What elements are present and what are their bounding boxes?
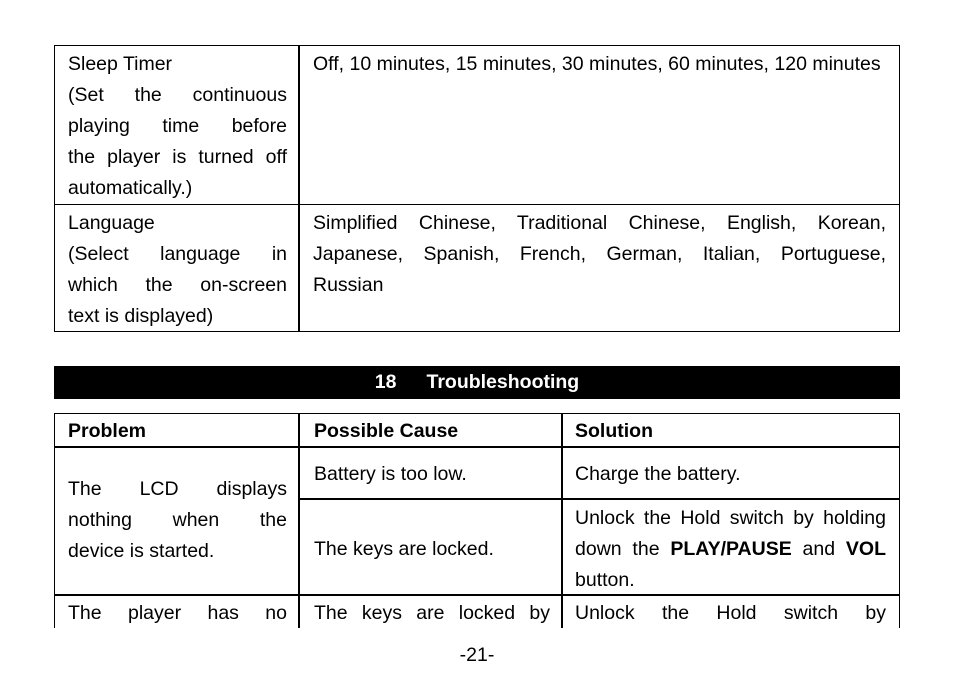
setting-line: (Set the continuous <box>68 84 287 106</box>
problem-cell <box>68 474 287 567</box>
cause-divider <box>298 498 561 500</box>
setting-line: Sleep Timer <box>68 53 173 75</box>
setting-line: Language <box>68 212 155 234</box>
setting-line: the player is turned off <box>68 146 287 168</box>
column-divider <box>298 46 300 331</box>
solution-text: and <box>791 538 846 560</box>
settings-table <box>54 45 900 332</box>
cause-cell: The keys are locked by <box>314 602 550 624</box>
sleep-timer-row <box>55 46 899 205</box>
sleep-timer-setting <box>68 49 287 204</box>
language-row <box>55 205 899 331</box>
section-number: 18 <box>374 371 397 393</box>
header-divider <box>55 446 899 448</box>
setting-line: text is displayed) <box>68 305 214 327</box>
setting-line: which the on-screen <box>68 274 287 296</box>
solution-text: Unlock the Hold switch by holding down the <box>575 507 886 560</box>
vol-label: VOL <box>845 538 886 560</box>
setting-line: playing time before <box>68 115 287 137</box>
problem-cell: The player has no <box>68 602 287 624</box>
problem-line: device is started. <box>68 540 215 562</box>
header-possible-cause: Possible Cause <box>314 420 459 442</box>
play-pause-label: PLAY/PAUSE <box>670 538 792 560</box>
problem-line: The LCD displays <box>68 478 287 500</box>
section-header <box>54 366 900 399</box>
page-number: -21- <box>459 644 495 666</box>
sleep-timer-options: Off, 10 minutes, 15 minutes, 30 minutes, 60 minutes, 120 minutes <box>313 53 881 75</box>
solution-cell: Charge the battery. <box>575 463 741 485</box>
solution-text: button. <box>575 569 635 591</box>
header-solution: Solution <box>575 420 653 442</box>
problem-line: nothing when the <box>68 509 287 531</box>
language-options: Simplified Chinese, Traditional Chinese, English, Korean, Japanese, Spanish, French, German, Italian, Portuguese, Russian <box>313 212 886 296</box>
solution-cell <box>575 503 886 596</box>
cause-cell: The keys are locked. <box>314 538 494 560</box>
cause-divider <box>561 498 899 500</box>
header-problem: Problem <box>68 420 147 442</box>
setting-line: automatically.) <box>68 177 193 199</box>
solution-cell: Unlock the Hold switch by <box>575 602 886 624</box>
language-setting <box>68 208 287 332</box>
setting-line: (Select language in <box>68 243 287 265</box>
cause-cell: Battery is too low. <box>314 463 467 485</box>
troubleshooting-table <box>54 413 900 628</box>
section-title: Troubleshooting <box>426 371 580 393</box>
